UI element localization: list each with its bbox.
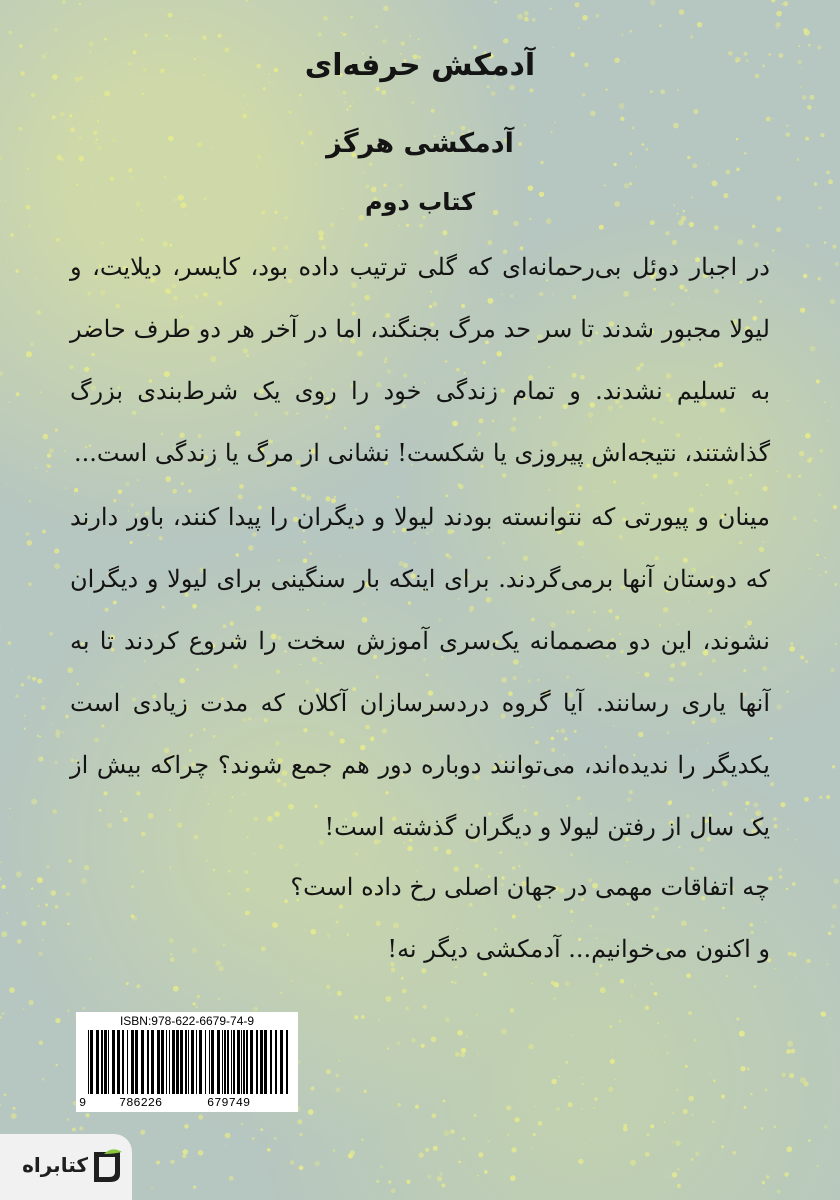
synopsis-paragraph-2: مینان و پیورتی که نتوانسته بودند لیولا و دیگران را پیدا کنند، باور دارند که دوستان آنها برمی‌گردند. برای اینکه بار سنگینی برای لیولا و دیگران نشوند، این دو مصممانه یک‌سری آموزش سخت را شروع کردند تا به آنها یاری رسانند. آیا گروه دردسرسازان آکلان که مدت زیادی است یکدیگر را ندیده‌اند، می‌توانند دوباره دور هم جمع شوند؟ چراکه بیش از یک سال از رفتن لیولا و دیگران گذشته است! [70,503,770,841]
synopsis-paragraph-1: در اجبار دوئل بی‌رحمانه‌ای که گلی ترتیب داده بود، کایسر، دیلایت، و لیولا مجبور شدند تا سر حد مرگ بجنگند، اما در آخر هر دو طرف حاضر به تسلیم نشدند. و تمام زندگی خود را روی یک شرط‌بندی بزرگ گذاشتند، نتیجه‌اش پیروزی یا شکست! نشانی از مرگ یا زندگی است... [70,253,770,467]
publisher-logo [0,1134,132,1200]
barcode-digits-left: 786226 [119,1096,163,1110]
isbn-label: ISBN:978-622-6679-74-9 [119,1014,255,1028]
barcode-digits-right: 679749 [207,1096,251,1110]
book-subtitle: آدمکشی هرگز [326,128,514,159]
barcode-digit-first: 9 [79,1096,87,1110]
synopsis-question: چه اتفاقات مهمی در جهان اصلی رخ داده است؟ [290,873,770,901]
barcode-bars [88,1030,294,1100]
ketabrah-logo-icon [90,1148,124,1186]
book-title: آدمکش حرفه‌ای [304,48,536,83]
publisher-name: کتابراه [22,1153,88,1177]
synopsis-closing-line: و اکنون می‌خوانیم... آدمکشی دیگر نه! [387,935,770,963]
series-label: کتاب دوم [364,188,476,216]
isbn-barcode [76,1012,298,1112]
